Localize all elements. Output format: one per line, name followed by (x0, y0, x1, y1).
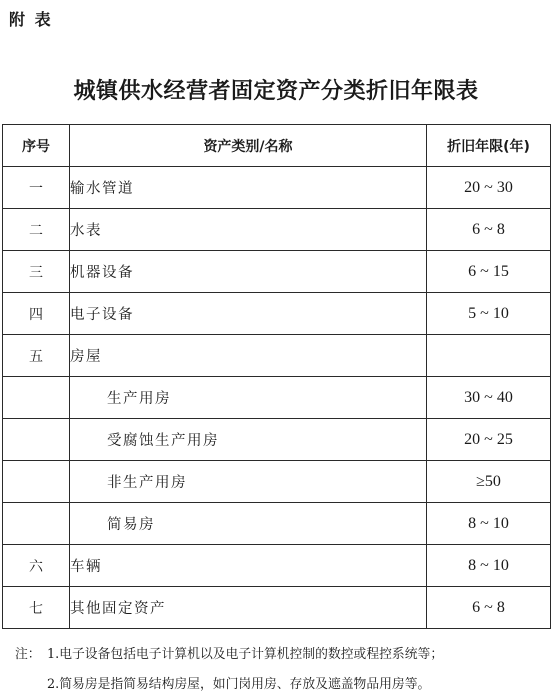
row-index (3, 377, 70, 419)
table-row (3, 419, 551, 461)
asset-name: 水表 (70, 209, 427, 251)
depreciation-years: 5 ~ 10 (427, 293, 551, 335)
asset-name: 车辆 (70, 545, 427, 587)
asset-name: 机器设备 (70, 251, 427, 293)
depreciation-years: 20 ~ 30 (427, 167, 551, 209)
header-index: 序号 (3, 125, 70, 167)
page-title: 城镇供水经营者固定资产分类折旧年限表 (73, 78, 479, 104)
asset-name: 生产用房 (70, 377, 427, 419)
depreciation-years: 30 ~ 40 (427, 377, 551, 419)
table-header-row (3, 125, 551, 167)
asset-name: 输水管道 (70, 167, 427, 209)
asset-name: 其他固定资产 (70, 587, 427, 629)
row-index: 四 (3, 293, 70, 335)
table-row (3, 587, 551, 629)
table-row (3, 293, 551, 335)
table-row (3, 503, 551, 545)
footnote-text: 1.电子设备包括电子计算机以及电子计算机控制的数控或程控系统等； (47, 647, 444, 662)
depreciation-table (2, 124, 551, 629)
appendix-label: 附 表 (9, 10, 53, 29)
row-index (3, 461, 70, 503)
footnote-text: 2.简易房是指简易结构房屋，如门岗用房、存放及遮盖物品用房等。 (47, 677, 431, 692)
row-index (3, 503, 70, 545)
asset-name: 受腐蚀生产用房 (70, 419, 427, 461)
footnote-line (15, 640, 443, 670)
table-row (3, 545, 551, 587)
row-index (3, 419, 70, 461)
depreciation-years: ≥50 (427, 461, 551, 503)
asset-name: 电子设备 (70, 293, 427, 335)
row-index: 六 (3, 545, 70, 587)
depreciation-years: 6 ~ 8 (427, 209, 551, 251)
depreciation-years: 8 ~ 10 (427, 545, 551, 587)
table-row (3, 167, 551, 209)
table-row (3, 251, 551, 293)
depreciation-years: 20 ~ 25 (427, 419, 551, 461)
header-depreciation-years: 折旧年限(年) (427, 125, 551, 167)
row-index: 二 (3, 209, 70, 251)
depreciation-years: 8 ~ 10 (427, 503, 551, 545)
row-index: 七 (3, 587, 70, 629)
depreciation-years: 6 ~ 15 (427, 251, 551, 293)
table-row (3, 461, 551, 503)
row-index: 三 (3, 251, 70, 293)
header-asset-category: 资产类别/名称 (70, 125, 427, 167)
footnotes (15, 640, 443, 700)
footnote-prefix: 注： (15, 647, 41, 662)
table-row (3, 335, 551, 377)
depreciation-years (427, 335, 551, 377)
asset-name: 非生产用房 (70, 461, 427, 503)
asset-name: 简易房 (70, 503, 427, 545)
row-index: 五 (3, 335, 70, 377)
footnote-line (15, 670, 443, 700)
depreciation-years: 6 ~ 8 (427, 587, 551, 629)
table-row (3, 209, 551, 251)
table-row (3, 377, 551, 419)
asset-name: 房屋 (70, 335, 427, 377)
row-index: 一 (3, 167, 70, 209)
